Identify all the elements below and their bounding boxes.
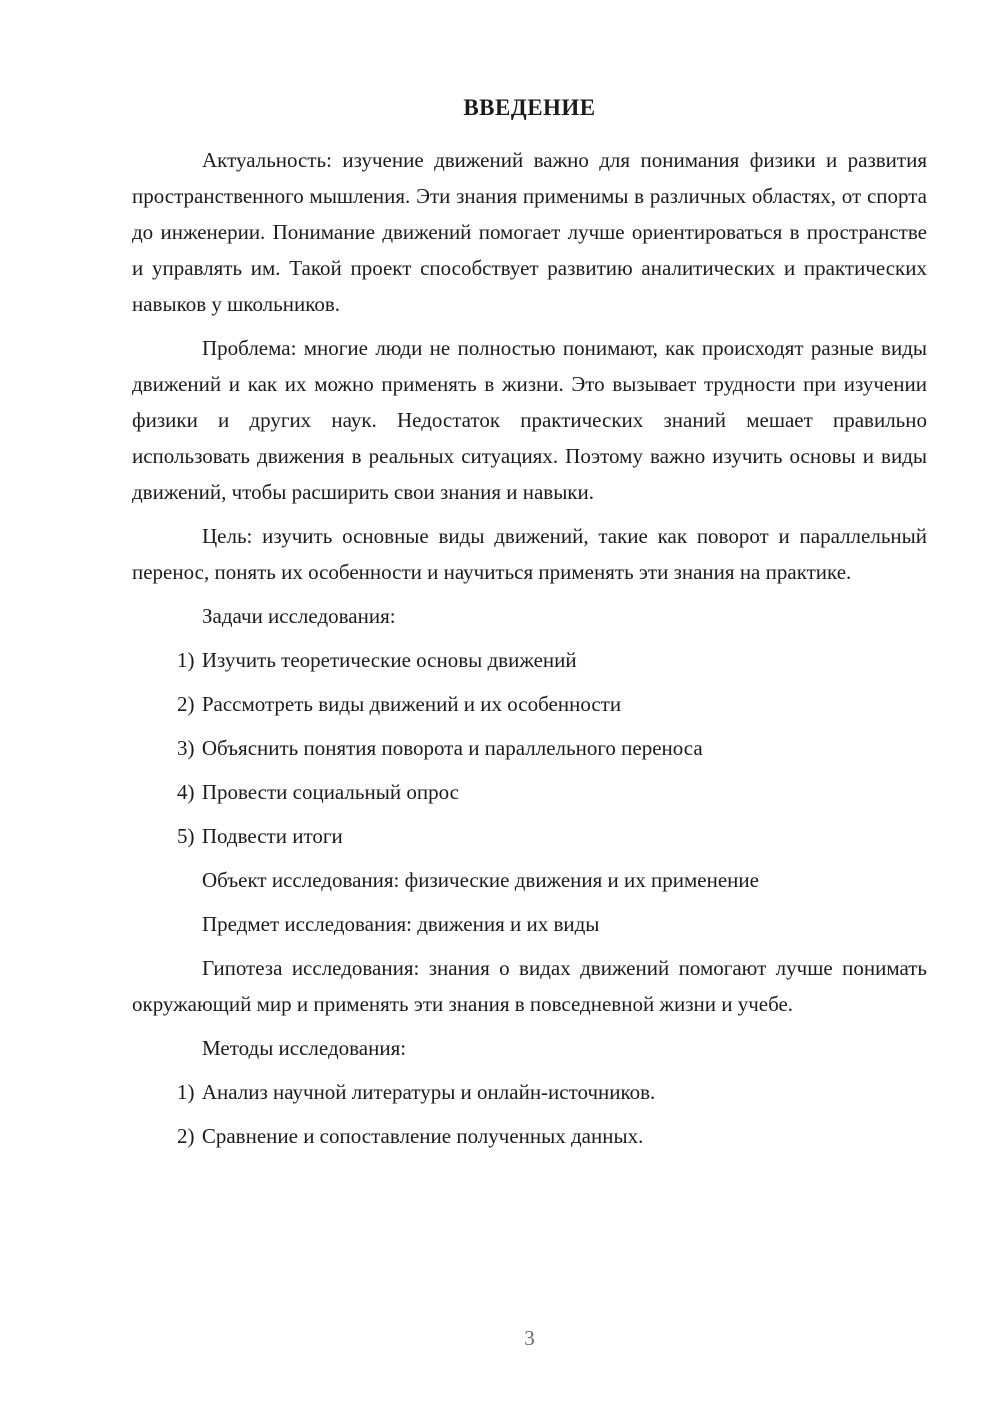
task-marker-2: 2) xyxy=(177,692,195,716)
method-text-1: Анализ научной литературы и онлайн-источников. xyxy=(201,1080,656,1104)
task-marker-1: 1) xyxy=(177,648,195,672)
task-marker-3: 3) xyxy=(177,736,195,760)
task-text-1: Изучить теоретические основы движений xyxy=(201,648,577,672)
method-marker-2: 2) xyxy=(177,1124,195,1148)
paragraph-relevance: Актуальность: изучение движений важно для понимания физики и развития пространственного мышления. Эти знания применимы в различных областях, от спорта до инженерии. Понимание движений помогает лучше ориентироваться в пространстве и управлять им. Такой проект способствует развитию аналитических и практических навыков у школьников. xyxy=(132,148,927,316)
task-marker-4: 4) xyxy=(177,780,195,804)
methods-heading: Методы исследования: xyxy=(202,1036,407,1060)
object-line: Объект исследования: физические движения и их применение xyxy=(202,868,759,892)
paragraph-problem: Проблема: многие люди не полностью понимают, как происходят разные виды движений и как их можно применять в жизни. Это вызывает трудности при изучении физики и других наук. Недостаток практических знаний мешает правильно использовать движения в реальных ситуациях. Поэтому важно изучить основы и виды движений, чтобы расширить свои знания и навыки. xyxy=(132,336,927,504)
page-number: 3 xyxy=(524,1326,535,1350)
task-text-2: Рассмотреть виды движений и их особенности xyxy=(201,692,622,716)
task-item-2 xyxy=(132,686,927,722)
paragraph-goal: Цель: изучить основные виды движений, такие как поворот и параллельный перенос, понять их особенности и научиться применять эти знания на практике. xyxy=(132,524,927,584)
method-text-2: Сравнение и сопоставление полученных данных. xyxy=(201,1124,644,1148)
task-marker-5: 5) xyxy=(177,824,195,848)
task-item-3 xyxy=(132,730,927,766)
task-text-5: Подвести итоги xyxy=(201,824,343,848)
subject-line: Предмет исследования: движения и их виды xyxy=(202,912,600,936)
task-item-4 xyxy=(132,774,927,810)
paragraph-hypothesis: Гипотеза исследования: знания о видах движений помогают лучше понимать окружающий мир и применять эти знания в повседневной жизни и учебе. xyxy=(132,956,927,1016)
method-item-2 xyxy=(132,1118,927,1154)
method-marker-1: 1) xyxy=(177,1080,195,1104)
task-text-3: Объяснить понятия поворота и параллельного переноса xyxy=(201,736,703,760)
task-text-4: Провести социальный опрос xyxy=(201,780,459,804)
task-item-1 xyxy=(132,642,927,678)
tasks-heading: Задачи исследования: xyxy=(202,604,396,628)
page-title: ВВЕДЕНИЕ xyxy=(463,95,596,120)
task-item-5 xyxy=(132,818,927,854)
method-item-1 xyxy=(132,1074,927,1110)
